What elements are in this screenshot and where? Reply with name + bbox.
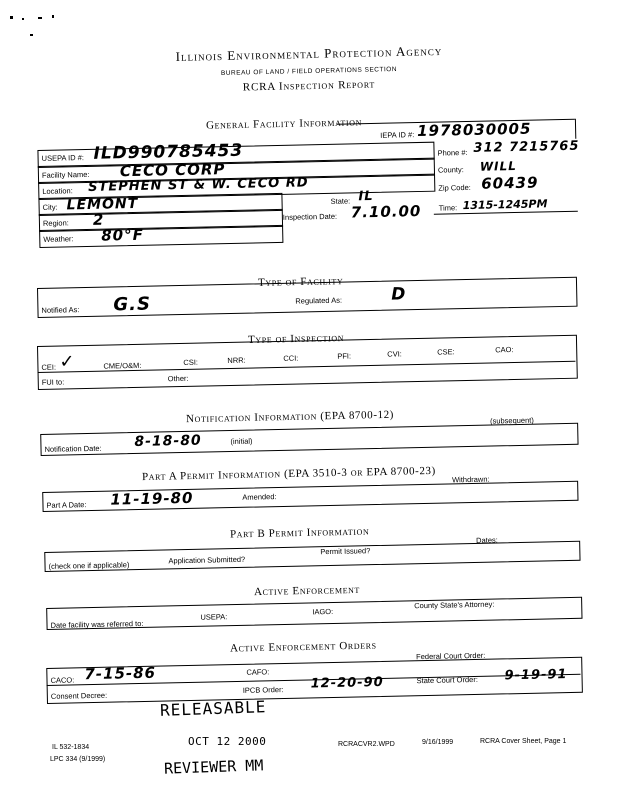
inspection-date-label: Inspection Date: <box>282 211 338 222</box>
parta-date-label: Part A Date: <box>46 500 87 510</box>
location-value: STEPHEN ST & W. CECO RD <box>88 175 309 195</box>
cse-label: CSE: <box>437 347 455 357</box>
phone-value: 312 7215765 <box>473 138 580 156</box>
other-label: Other: <box>167 373 189 384</box>
enforcement-block <box>46 589 587 640</box>
application-submitted-label: Application Submitted? <box>168 554 246 566</box>
ipcb-order-value: 12-20-90 <box>310 674 384 692</box>
parta-date-value: 11-19-80 <box>110 488 194 509</box>
cvi-label: CVI: <box>387 349 402 359</box>
releasable-stamp: RELEASABLE <box>159 697 267 720</box>
city-value: LEMONT <box>66 195 139 214</box>
notification-box <box>40 423 578 456</box>
region-label: Region: <box>42 218 69 228</box>
notification-date-value: 8-18-80 <box>134 432 202 451</box>
caco-label: CACO: <box>50 675 75 685</box>
ipcb-order-label: IPCB Order: <box>242 685 284 695</box>
facility-type-title: Type of Facility <box>257 275 344 289</box>
cei-checkmark: ✓ <box>59 351 76 373</box>
enforcement-title: Active Enforcement <box>253 583 361 599</box>
cme-label: CME/O&M: <box>103 360 142 371</box>
cafo-label: CAFO: <box>246 667 270 677</box>
usepa-id-value: ILD990785453 <box>93 140 244 164</box>
dates-label: Dates: <box>476 535 498 545</box>
general-section-title: General Facility Information <box>205 116 363 132</box>
footer-sheet: RCRA Cover Sheet, Page 1 <box>480 738 567 745</box>
caco-value: 7-15-86 <box>84 663 157 684</box>
cao-label: CAO: <box>495 345 514 355</box>
zip-code-value: 60439 <box>481 173 539 193</box>
state-label: State: <box>330 196 351 206</box>
subsequent-label: (subsequent) <box>489 415 534 426</box>
weather-label: Weather: <box>43 234 74 244</box>
notification-title: Notification Information (EPA 8700-12) <box>185 408 395 426</box>
inspection-date-value: 7.10.00 <box>350 201 422 222</box>
state-value: IL <box>358 188 374 205</box>
nrr-label: NRR: <box>227 355 246 366</box>
partb-title: Part B Permit Information <box>229 525 370 541</box>
county-label: County: <box>437 165 464 175</box>
withdrawn-label: Withdrawn: <box>451 474 490 485</box>
notification-date-label: Notification Date: <box>44 443 102 454</box>
region-value: 2 <box>92 210 105 229</box>
parta-block <box>42 471 583 522</box>
county-value: WILL <box>479 158 518 174</box>
regulated-as-value: D <box>391 284 407 305</box>
amended-label: Amended: <box>242 492 277 502</box>
weather-box <box>39 225 283 248</box>
notified-as-value: G.S <box>113 293 152 316</box>
usepa-label: USEPA: <box>200 612 228 622</box>
notified-as-label: Notified As: <box>41 305 80 315</box>
usepa-id-label: USEPA ID #: <box>41 153 85 163</box>
iago-label: IAGO: <box>312 606 334 617</box>
orders-block <box>46 645 587 716</box>
permit-issued-label: Permit Issued? <box>320 546 371 557</box>
report-title: RCRA Inspection Report <box>242 78 376 94</box>
iepa-id-value: 1978030005 <box>416 119 532 141</box>
parta-title: Part A Permit Information (EPA 3510-3 or EPA 8700-23) <box>141 464 436 484</box>
cci-label: CCI: <box>283 353 299 363</box>
inspection-type-block <box>37 335 578 402</box>
county-attorney-label: County State's Attorney: <box>414 599 495 611</box>
state-court-value: 9-19-91 <box>504 667 568 684</box>
city-label: City: <box>42 202 58 212</box>
date-referred-label: Date facility was referred to: <box>50 618 144 630</box>
regulated-as-label: Regulated As: <box>295 295 343 306</box>
fui-label: FUI to: <box>41 377 65 387</box>
agency-title: Illinois Environmental Protection Agency <box>175 42 443 65</box>
general-right-rule <box>575 119 576 139</box>
phone-label: Phone #: <box>437 147 468 158</box>
footer-date: 9/16/1999 <box>422 739 454 746</box>
state-court-label: State Court Order: <box>416 674 478 686</box>
initial-label: (initial) <box>230 436 253 447</box>
notification-block <box>40 413 581 464</box>
time-value: 1315-1245PM <box>462 197 548 213</box>
pfi-label: PFI: <box>337 351 352 361</box>
federal-court-label: Federal Court Order: <box>416 650 486 662</box>
iepa-id-label: IEPA ID #: <box>380 130 415 140</box>
form-number-1: IL 532-1834 <box>52 744 90 751</box>
cei-label: CEI: <box>41 362 57 372</box>
general-info-block <box>37 119 580 270</box>
date-stamp: OCT 12 2000 <box>188 735 267 748</box>
facility-name-label: Facility Name: <box>41 169 90 180</box>
time-label: Time: <box>438 203 458 213</box>
csi-label: CSI: <box>183 357 199 367</box>
weather-value: 80°F <box>101 225 145 245</box>
location-label: Location: <box>42 186 73 196</box>
footer-filename: RCRACVR2.WPD <box>338 741 395 748</box>
check-one-label: (check one if applicable) <box>48 560 130 571</box>
consent-decree-label: Consent Decree: <box>50 690 108 701</box>
partb-block <box>44 529 585 580</box>
form-number-2: LPC 334 (9/1999) <box>50 756 106 763</box>
scan-specks <box>8 14 68 44</box>
facility-type-block <box>37 277 578 328</box>
facility-name-value: CECO CORP <box>119 160 226 181</box>
orders-title: Active Enforcement Orders <box>229 639 377 655</box>
bureau-subtitle: BUREAU OF LAND / FIELD OPERATIONS SECTION <box>220 66 398 77</box>
reviewer-stamp: REVIEWER MM <box>163 756 264 778</box>
zip-code-label: Zip Code: <box>438 182 471 193</box>
inspection-type-title: Type of Inspection <box>247 331 345 347</box>
